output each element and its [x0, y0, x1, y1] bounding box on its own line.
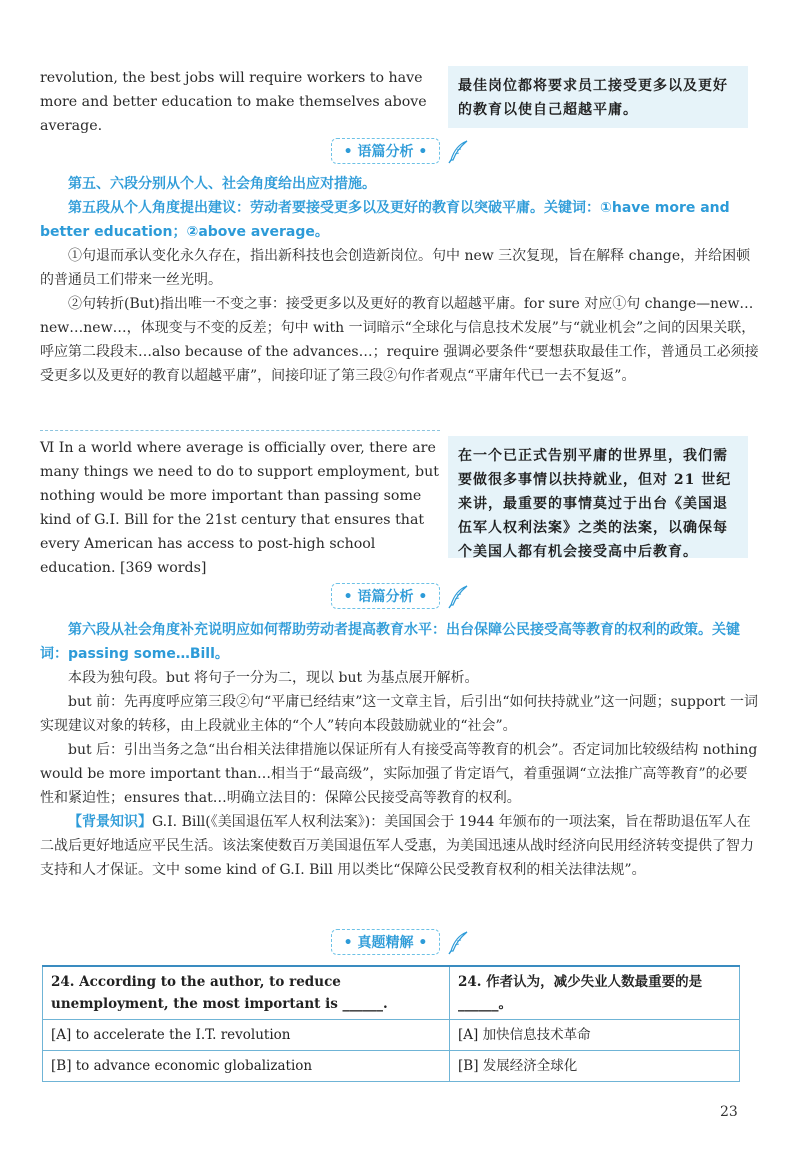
- analysis-summary: 第五、六段分别从个人、社会角度给出应对措施。: [68, 176, 376, 192]
- question-en: 24. According to the author, to reduce unemployment, the most important is ______.: [43, 966, 450, 1020]
- analysis-sentence-1: ①句退而承认变化永久存在，指出新科技也会创造新岗位。句中 new 三次复现，旨在解释 change，并给困顿的普通员工们带来一丝光明。: [40, 248, 751, 288]
- badge-label: • 语篇分析 •: [331, 583, 441, 609]
- section-badge-analysis-1: [0, 138, 800, 164]
- section-badge-analysis-2: [0, 583, 800, 609]
- analysis-section-2: [40, 618, 760, 882]
- analysis-before-but: but 前：先再度呼应第三段②句“平庸已经结束”这一文章主旨，后引出“如何扶持就业”这一问题；support 一词实现建议对象的转移，由上段就业主体的“个人”转向本段鼓励就业的“社会”。: [40, 694, 759, 734]
- quill-pen-icon: [447, 140, 469, 164]
- background-knowledge: [40, 810, 760, 882]
- badge-label: • 真题精解 •: [331, 929, 441, 955]
- option-b-en: [B] to advance economic globalization: [43, 1051, 450, 1082]
- option-b-zh: [B] 发展经济全球化: [450, 1051, 740, 1082]
- page-number: 23: [720, 1104, 738, 1120]
- passage-paragraph-5-end: revolution, the best jobs will require workers to have more and better education to make themselves above average.: [40, 70, 427, 134]
- table-row: [43, 1051, 740, 1082]
- background-tag: 【背景知识】: [68, 814, 152, 830]
- passage-paragraph-6: Ⅵ In a world where average is officially over, there are many things we need to do to support employment, but nothing would be more important than passing some kind of G.I. Bill for the 21st century that ensures that every American has access to post-high school education. [369 words]: [40, 440, 439, 576]
- translation-paragraph-5-end: 最佳岗位都将要求员工接受更多以及更好的教育以使自己超越平庸。: [448, 66, 748, 128]
- analysis-section-1: [40, 172, 760, 388]
- analysis-sentence-2: ②句转折(But)指出唯一不变之事：接受更多以及更好的教育以超越平庸。for sure 对应①句 change—new…new…new…，体现变与不变的反差；句中 with 一词暗示“全球化与信息技术发展”与“就业机会”之间的因果关联，呼应第二段段末…also because of the advances…；require 强调必要条件“要想获取最佳工作，普通员工必须接受更多以及更好的教育以超越平庸”，间接印证了第三段②句作者观点“平庸年代已一去不复返”。: [40, 296, 759, 384]
- quill-pen-icon: [447, 931, 469, 955]
- quill-pen-icon: [447, 585, 469, 609]
- question-table: [42, 965, 740, 1082]
- translation-paragraph-6: 在一个已正式告别平庸的世界里，我们需要做很多事情以扶持就业，但对 21 世纪来讲，最重要的事情莫过于出台《美国退伍军人权利法案》之类的法案，以确保每个美国人都有机会接受高中后教育。: [448, 436, 748, 558]
- analysis-paragraph-5-keypoint: 第五段从个人角度提出建议：劳动者要接受更多以及更好的教育以突破平庸。关键词：①have more and better education；②above average。: [40, 200, 730, 240]
- analysis-structure: 本段为独句段。but 将句子一分为二，现以 but 为基点展开解析。: [68, 670, 479, 686]
- option-a-en: [A] to accelerate the I.T. revolution: [43, 1020, 450, 1051]
- analysis-paragraph-6-keypoint: 第六段从社会角度补充说明应如何帮助劳动者提高教育水平：出台保障公民接受高等教育的权利的政策。关键词：passing some…Bill。: [40, 622, 740, 662]
- analysis-after-but: but 后：引出当务之急“出台相关法律措施以保证所有人有接受高等教育的机会”。否定词加比较级结构 nothing would be more important than…相当于“最高级”，实际加强了肯定语气，着重强调“立法推广高等教育”的必要性和紧迫性；ensures that…明确立法目的：保障公民接受高等教育的权利。: [40, 742, 758, 806]
- question-zh: 24. 作者认为，减少失业人数最重要的是______。: [450, 966, 740, 1020]
- passage-divider: [40, 430, 440, 431]
- table-row: [43, 1020, 740, 1051]
- section-badge-exam: [0, 929, 800, 955]
- table-row: [43, 966, 740, 1020]
- option-a-zh: [A] 加快信息技术革命: [450, 1020, 740, 1051]
- badge-label: • 语篇分析 •: [331, 138, 441, 164]
- background-text: G.I. Bill(《美国退伍军人权利法案》)：美国国会于 1944 年颁布的一项法案，旨在帮助退伍军人在二战后更好地适应平民生活。该法案使数百万美国退伍军人受惠，为美国迅速从战时经济向民用经济转变提供了智力支持和人才保证。文中 some kind of G.I. Bill 用以类比“保障公民受教育权利的相关法律法规”。: [40, 814, 754, 878]
